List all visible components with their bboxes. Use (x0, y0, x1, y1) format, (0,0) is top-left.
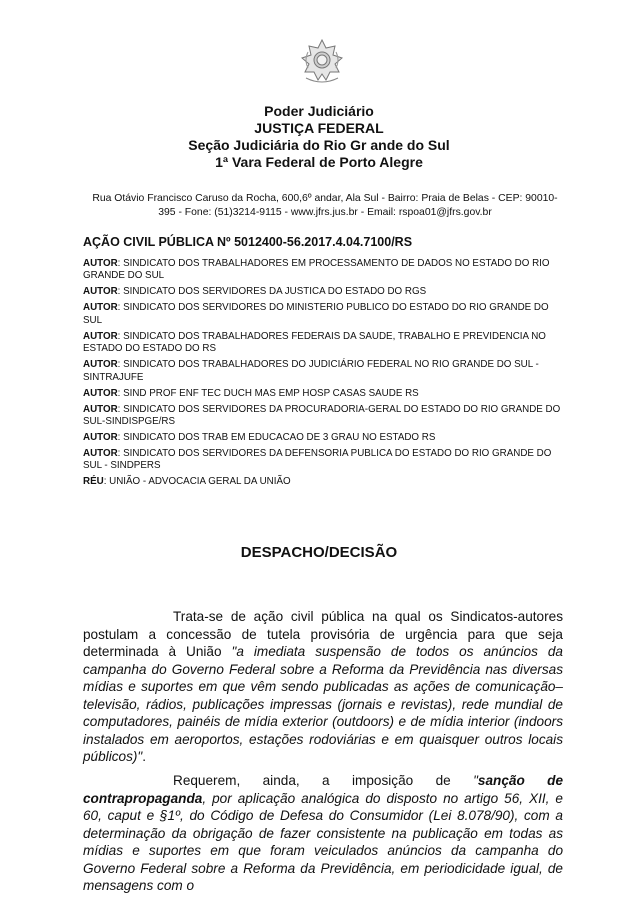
paragraph-1 (83, 608, 563, 766)
party-item (83, 302, 563, 327)
party-name: : SINDICATO DOS TRAB EM EDUCACAO DE 3 GRAU NO ESTADO RS (117, 432, 436, 444)
header-line-court: 1ª Vara Federal de Porto Alegre (215, 154, 423, 170)
paragraph-1-quote: "a imediata suspensão de todos os anúncios da campanha do Governo Federal sobre a Reforma da Previdência nas diversas mídias e suportes em que vêm sendo publicadas as ações de comunicação– televisão, rádios, publicações impressas (jornais e revistas), rede mundial de computadores, painéis de mídia exterior (outdoors) e de mídia interior (indoors instalados em aeroportos, estações rodoviárias e em quaisquer outros locais públicos)" (83, 644, 563, 764)
decision-title: DESPACHO/DECISÃO (240, 544, 398, 561)
party-role: RÉU (83, 476, 104, 488)
paragraph-2-lead: Requerem, ainda, a imposição de (173, 773, 474, 788)
paragraph-2-emphasis: sanção de contrapropaganda (83, 773, 563, 806)
party-role: AUTOR (83, 302, 118, 314)
court-header (0, 103, 638, 171)
address-line-1: Rua Otávio Francisco Caruso da Rocha, 600,6º andar, Ala Sul - Bairro: Praia de Belas - CEP: 90010- (92, 193, 558, 204)
party-item (83, 432, 563, 444)
party-item (83, 331, 563, 356)
court-address (90, 192, 560, 220)
party-name: : SINDICATO DOS TRABALHADORES DO JUDICIÁRIO FEDERAL NO RIO GRANDE DO SUL - SINTRAJUFE (83, 359, 539, 383)
paragraph-2-quote-open: " (473, 773, 478, 788)
party-name: : SIND PROF ENF TEC DUCH MAS EMP HOSP CASAS SAUDE RS (117, 387, 419, 399)
parties-list (83, 258, 563, 492)
party-role: AUTOR (83, 448, 118, 460)
case-title: AÇÃO CIVIL PÚBLICA Nº 5012400-56.2017.4.04.7100/RS (83, 235, 413, 249)
party-name: : SINDICATO DOS TRABALHADORES FEDERAIS DA SAUDE, TRABALHO E PREVIDENCIA NO ESTADO DO ESTADO DO RS (83, 330, 546, 355)
party-role: AUTOR (83, 432, 118, 444)
header-line-section: Seção Judiciária do Rio Gr ande do Sul (188, 137, 450, 153)
party-role: AUTOR (83, 258, 118, 269)
party-item (83, 258, 563, 283)
party-item (83, 388, 563, 400)
paragraph-2 (83, 772, 563, 895)
party-name: : SINDICATO DOS TRABALHADORES EM PROCESSAMENTO DE DADOS NO ESTADO DO RIO GRANDE DO SUL (83, 258, 550, 282)
party-role: AUTOR (83, 403, 118, 415)
header-line-judiciary: Poder Judiciário (264, 103, 374, 119)
party-item (83, 404, 563, 429)
paragraph-1-lead: Trata-se de ação civil pública na qual os Sindicatos-autores postulam a concessão de tutela provisória de urgência para que seja determinada à União (83, 609, 563, 659)
party-item (83, 448, 563, 473)
party-role: AUTOR (83, 330, 118, 342)
party-name: : SINDICATO DOS SERVIDORES DA JUSTICA DO ESTADO DO RGS (117, 286, 427, 298)
paragraph-1-end: . (142, 749, 147, 764)
party-role: AUTOR (83, 286, 118, 298)
party-item (83, 476, 563, 488)
party-name: : UNIÃO - ADVOCACIA GERAL DA UNIÃO (103, 476, 291, 488)
party-name: : SINDICATO DOS SERVIDORES DO MINISTERIO PUBLICO DO ESTADO DO RIO GRANDE DO SUL (83, 302, 549, 326)
party-item (83, 286, 563, 298)
party-name: : SINDICATO DOS SERVIDORES DA DEFENSORIA PUBLICA DO ESTADO DO RIO GRANDE DO SUL - SINDPERS (83, 448, 552, 472)
paragraph-2-quote: , por aplicação analógica do disposto no artigo 56, XII, e 60, caput e §1º, do Código de Defesa do Consumidor (Lei 8.078/90), com a determinação da obrigação de fazer consistente na publicação em todas as mídias e suportes em que foram veiculados anúncios da campanha do Governo Federal sobre a Reforma da Previdência, em periodicidade igual, de mensagens com o (83, 790, 563, 893)
brazil-coat-of-arms-icon (298, 38, 346, 86)
party-item (83, 359, 563, 384)
party-name: : SINDICATO DOS SERVIDORES DA PROCURADORIA-GERAL DO ESTADO DO RIO GRANDE DO SUL-SINDISPGE/RS (83, 403, 561, 428)
party-role: AUTOR (83, 387, 118, 399)
header-line-federal-justice: JUSTIÇA FEDERAL (254, 120, 384, 136)
address-line-2: 395 - Fone: (51)3214-9115 - www.jfrs.jus.br - Email: rspoa01@jfrs.gov.br (158, 207, 492, 218)
party-role: AUTOR (83, 359, 118, 371)
